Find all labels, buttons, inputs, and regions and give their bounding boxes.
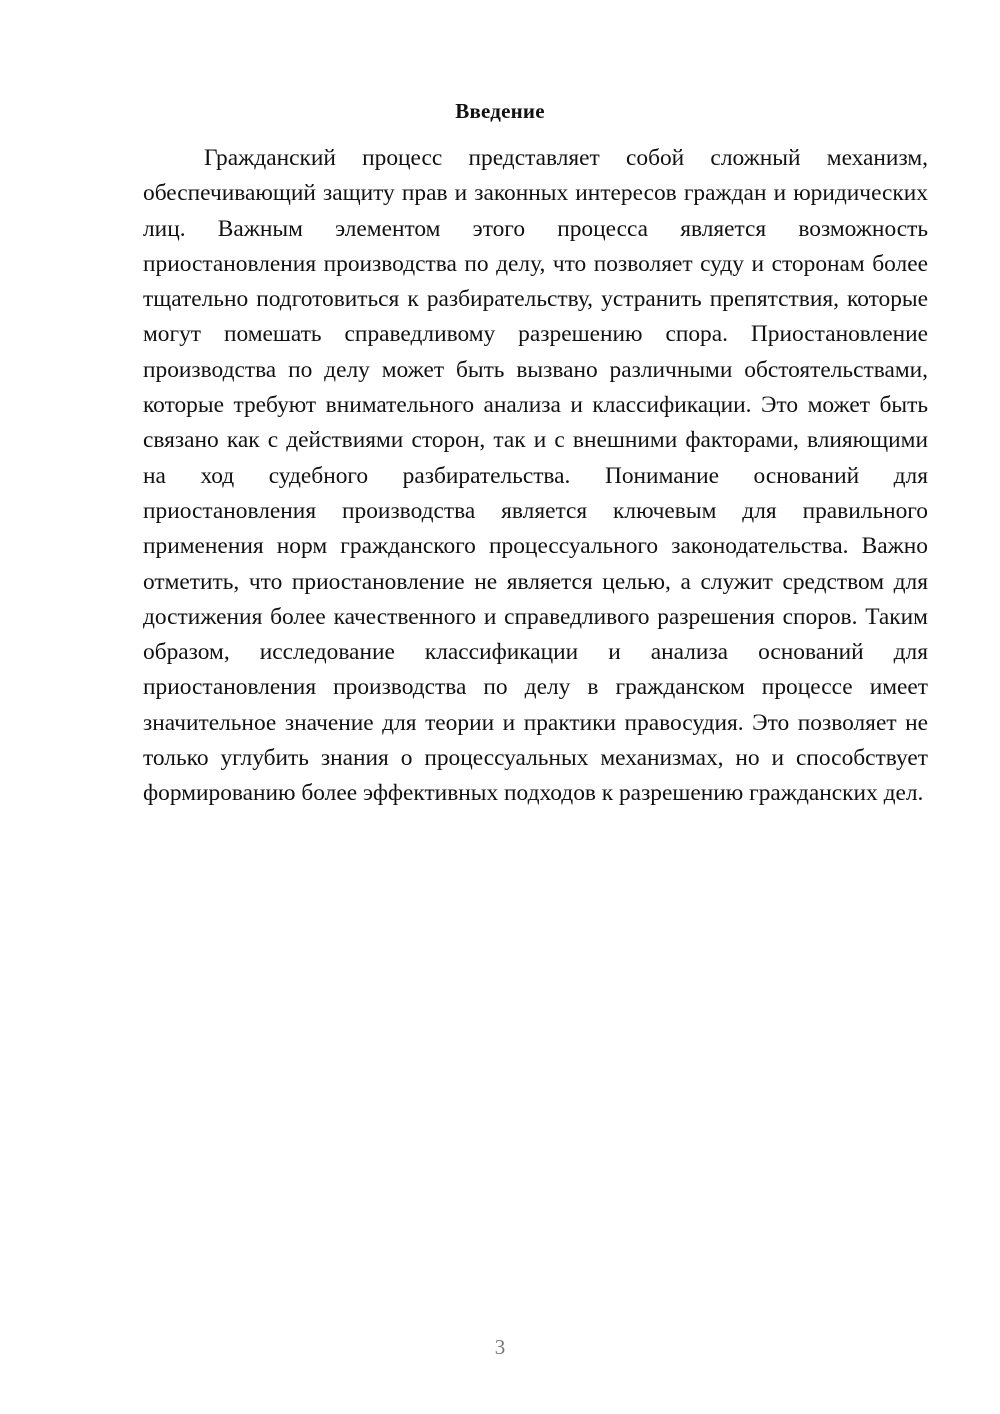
- section-heading: Введение: [455, 99, 545, 123]
- page-number: 3: [494, 1335, 506, 1359]
- body-paragraph: Гражданский процесс представляет собой сложный механизм, обеспечивающий защиту прав и законных интересов граждан и юридических лиц. Важным элементом этого процесса является возможность приостановления производства по делу, что позволяет суду и сторонам более тщательно подготовиться к разбирательству, устранить препятствия, которые могут помешать справедливому разрешению спора. Приостановление производства по делу может быть вызвано различными обстоятельствами, которые требуют внимательного анализа и классификации. Это может быть связано как с действиями сторон, так и с внешними факторами, влияющими на ход судебного разбирательства. Понимание оснований для приостановления производства является ключевым для правильного применения норм гражданского процессуального законодательства. Важно отметить, что приостановление не является целью, а служит средством для достижения более качественного и справедливого разрешения споров. Таким образом, исследование классификации и анализа оснований для приостановления производства по делу в гражданском процессе имеет значительное значение для теории и практики правосудия. Это позволяет не только углубить знания о процессуальных механизмах, но и способствует формированию более эффективных подходов к разрешению гражданских дел.: [143, 145, 928, 807]
